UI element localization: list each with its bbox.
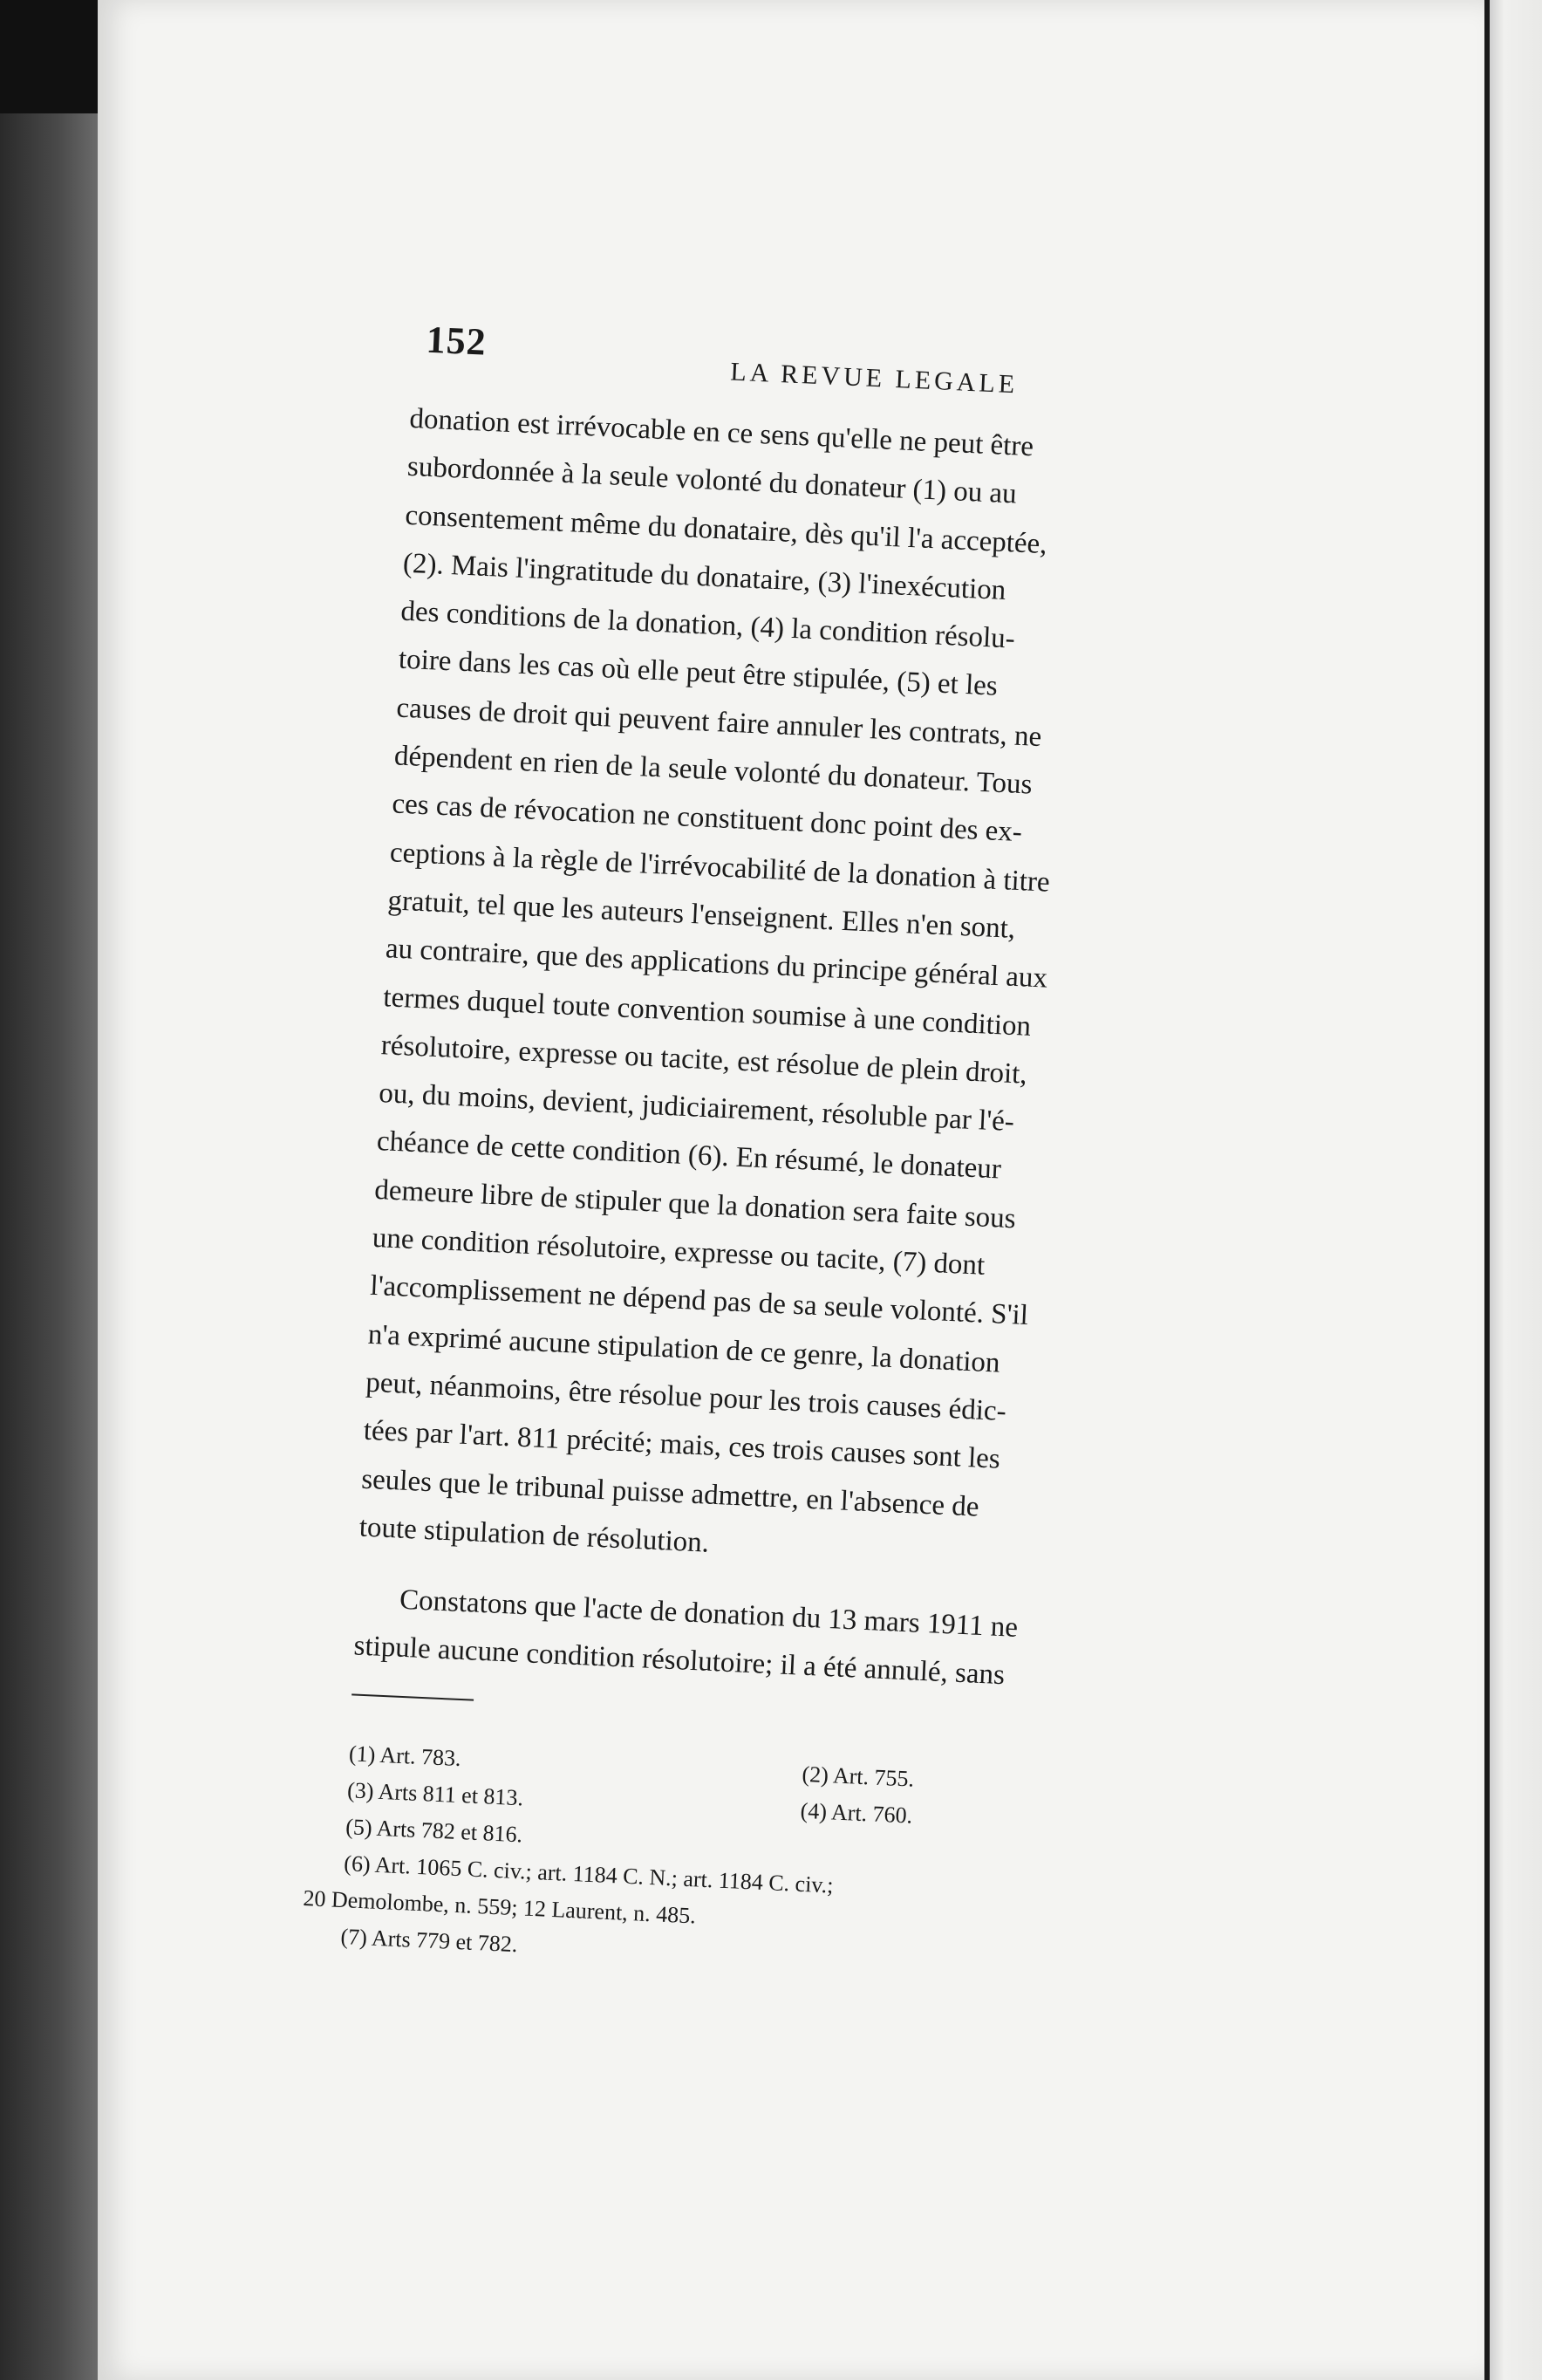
text-line: n'a exprimé aucune stipulation de ce genre, la donation xyxy=(367,1318,1001,1379)
text-line: ceptions à la règle de l'irrévocabilité de la donation à titre xyxy=(389,837,1051,899)
footnote-rule xyxy=(351,1693,474,1700)
text-line: tées par l'art. 811 précité; mais, ces trois causes sont les xyxy=(363,1414,1001,1475)
body-paragraph-1 xyxy=(302,393,1230,1589)
footnote-7: (7) Arts 779 et 782. xyxy=(339,1923,519,1957)
footnote-4: (4) Art. 760. xyxy=(800,1797,913,1829)
text-line: une condition résolutoire, expresse ou tacite, (7) dont xyxy=(372,1221,986,1282)
text-line: donation est irrévocable en ce sens qu'elle ne peut être xyxy=(408,402,1034,463)
page-content xyxy=(283,314,1264,1994)
text-line: gratuit, tel que les auteurs l'enseignent. Elles n'en sont, xyxy=(386,885,1016,945)
footnotes xyxy=(283,1733,1186,1993)
text-line: des conditions de la donation, (4) la condition résolu- xyxy=(399,595,1016,655)
text-line: Constatons que l'acte de donation du 13 mars 1911 ne xyxy=(399,1583,1019,1644)
scanner-left-edge xyxy=(0,113,98,2380)
text-line: ou, du moins, devient, judiciairement, résoluble par l'é- xyxy=(378,1077,1015,1139)
footnote-3: (3) Arts 811 et 813. xyxy=(346,1776,524,1811)
text-line: stipule aucune condition résolutoire; il a été annulé, sans xyxy=(352,1630,1006,1692)
text-line: toute stipulation de résolution. xyxy=(358,1511,710,1559)
text-line: l'accomplissement ne dépend pas de sa seule volonté. S'il xyxy=(369,1270,1029,1332)
running-title: LA REVUE LEGALE xyxy=(729,357,1019,400)
text-line: peut, néanmoins, être résolue pour les trois causes édic- xyxy=(365,1366,1007,1427)
footnote-1: (1) Art. 783. xyxy=(348,1740,462,1771)
text-line: termes duquel toute convention soumise à une condition xyxy=(382,981,1032,1043)
text-line: demeure libre de stipuler que la donation sera faite sous xyxy=(373,1173,1017,1235)
text-line: toire dans les cas où elle peut être stipulée, (5) et les xyxy=(398,644,999,703)
text-line: consentement même du donataire, dès qu'il l'a acceptée, xyxy=(404,499,1048,560)
facing-page-edge xyxy=(1484,0,1542,2380)
footnote-6: (6) Art. 1065 C. civ.; art. 1184 C. N.; art. 1184 C. civ.; xyxy=(343,1850,835,1898)
footnote-2: (2) Art. 755. xyxy=(801,1761,915,1792)
text-line: causes de droit qui peuvent faire annuler les contrats, ne xyxy=(395,692,1043,753)
text-line: ces cas de révocation ne constituent donc point des ex- xyxy=(391,788,1023,849)
footnote-6-continued: 20 Demolombe, n. 559; 12 Laurent, n. 485. xyxy=(302,1884,697,1929)
text-line: chéance de cette condition (6). En résumé, le donateur xyxy=(376,1125,1002,1186)
footnote-5: (5) Arts 782 et 816. xyxy=(345,1813,523,1848)
text-line: dépendent en rien de la seule volonté du donateur. Tous xyxy=(393,740,1034,801)
page-number: 152 xyxy=(425,318,488,364)
text-line: résolutoire, expresse ou tacite, est résolue de plein droit, xyxy=(380,1029,1028,1091)
text-line: (2). Mais l'ingratitude du donataire, (3) l'inexécution xyxy=(402,547,1007,606)
text-line: seules que le tribunal puisse admettre, en l'absence de xyxy=(360,1463,980,1523)
text-line: au contraire, que des applications du principe général aux xyxy=(385,933,1048,995)
text-line: subordonnée à la seule volonté du donateur (1) ou au xyxy=(406,451,1018,510)
